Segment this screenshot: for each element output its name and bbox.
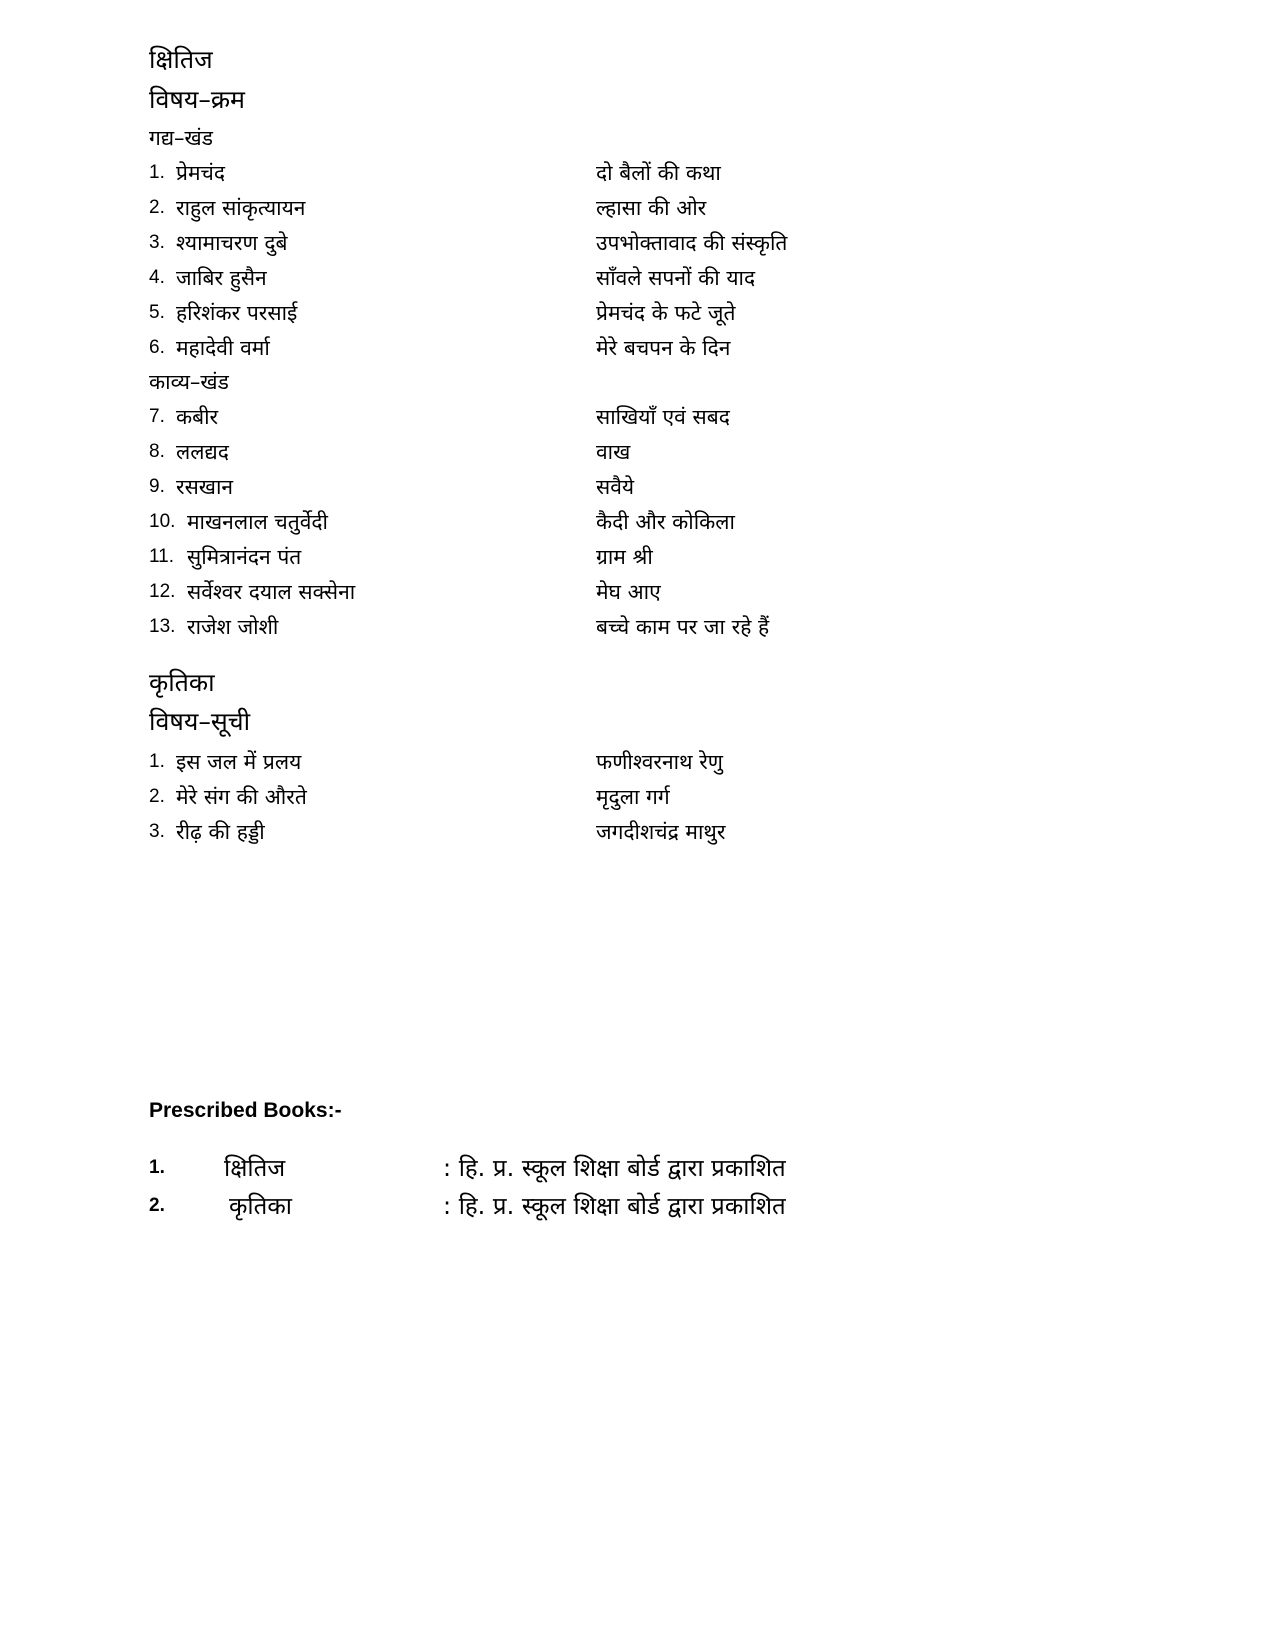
book-row (0, 1150, 1275, 1186)
book-number: 1. (149, 1157, 165, 1178)
row-title: साँवले सपनों की याद (596, 266, 756, 290)
book-name: कृतिका (229, 1192, 292, 1220)
row-number: 9. (149, 476, 165, 497)
row-number: 3. (149, 821, 165, 842)
row-title: बच्चे काम पर जा रहे हैं (596, 615, 770, 639)
row-number: 4. (149, 267, 165, 288)
prose-row (0, 261, 1275, 295)
row-title: मेरे संग की औरते (176, 785, 307, 809)
poetry-row (0, 575, 1275, 609)
poetry-row (0, 400, 1275, 434)
book-row (0, 1188, 1275, 1224)
row-author: राजेश जोशी (187, 615, 279, 639)
row-title: सवैये (596, 475, 635, 499)
prose-row (0, 226, 1275, 260)
poetry-row (0, 435, 1275, 469)
row-title: उपभोक्तावाद की संस्कृति (596, 231, 788, 255)
row-title: ग्राम श्री (596, 545, 653, 569)
poetry-row (0, 610, 1275, 644)
kshitij-title: क्षितिज (149, 45, 213, 74)
poetry-row (0, 505, 1275, 539)
poetry-row (0, 540, 1275, 574)
row-title: मेरे बचपन के दिन (596, 336, 731, 360)
row-author: मृदुला गर्ग (596, 785, 670, 809)
row-author: महादेवी वर्मा (176, 336, 270, 360)
book-name: क्षितिज (224, 1154, 286, 1182)
row-title: ल्हासा की ओर (596, 196, 707, 220)
prose-row (0, 191, 1275, 225)
row-author: जाबिर हुसैन (176, 266, 267, 290)
row-author: फणीश्वरनाथ रेणु (596, 750, 723, 774)
row-number: 6. (149, 337, 165, 358)
row-number: 11. (149, 546, 175, 567)
row-number: 12. (149, 581, 176, 602)
row-title: कैदी और कोकिला (596, 510, 735, 534)
row-number: 5. (149, 302, 165, 323)
row-number: 2. (149, 197, 165, 218)
row-title: वाख (596, 440, 631, 464)
row-title: प्रेमचंद के फटे जूते (596, 301, 736, 325)
row-author: रसखान (176, 475, 234, 499)
kritika-row (0, 745, 1275, 779)
row-author: सुमित्रानंदन पंत (187, 545, 302, 569)
book-publisher: : हि. प्र. स्कूल शिक्षा बोर्ड द्वारा प्रकाशित (443, 1192, 786, 1220)
row-number: 8. (149, 441, 165, 462)
row-number: 13. (149, 616, 176, 637)
poetry-row (0, 470, 1275, 504)
prescribed-books-heading: Prescribed Books:- (149, 1099, 342, 1122)
row-number: 1. (149, 162, 165, 183)
row-author: प्रेमचंद (176, 161, 225, 185)
prose-row (0, 331, 1275, 365)
row-title: मेघ आए (596, 580, 661, 604)
book-number: 2. (149, 1195, 165, 1216)
row-number: 10. (149, 511, 176, 532)
row-author: राहुल सांकृत्यायन (176, 196, 306, 220)
kritika-row (0, 815, 1275, 849)
prose-row (0, 156, 1275, 190)
row-author: ललद्यद (176, 440, 229, 464)
row-author: माखनलाल चतुर्वेदी (187, 510, 328, 534)
book-publisher: : हि. प्र. स्कूल शिक्षा बोर्ड द्वारा प्रकाशित (443, 1154, 786, 1182)
prose-section-heading: गद्य–खंड (149, 126, 213, 150)
row-number: 1. (149, 751, 165, 772)
kritika-row (0, 780, 1275, 814)
row-author: जगदीशचंद्र माथुर (596, 820, 726, 844)
prose-row (0, 296, 1275, 330)
row-number: 7. (149, 406, 165, 427)
row-title: रीढ़ की हड्डी (176, 820, 265, 844)
kshitij-contents-heading: विषय–क्रम (149, 85, 245, 114)
row-number: 2. (149, 786, 165, 807)
kritika-title: कृतिका (149, 668, 215, 697)
poetry-section-heading: काव्य–खंड (149, 370, 229, 394)
row-author: हरिशंकर परसाई (176, 301, 298, 325)
row-author: कबीर (176, 405, 219, 429)
kritika-contents-heading: विषय–सूची (149, 707, 251, 736)
row-title: दो बैलों की कथा (596, 161, 721, 185)
row-title: इस जल में प्रलय (176, 750, 302, 774)
row-title: साखियाँ एवं सबद (596, 405, 730, 429)
row-author: श्यामाचरण दुबे (176, 231, 288, 255)
row-author: सर्वेश्वर दयाल सक्सेना (187, 580, 356, 604)
row-number: 3. (149, 232, 165, 253)
